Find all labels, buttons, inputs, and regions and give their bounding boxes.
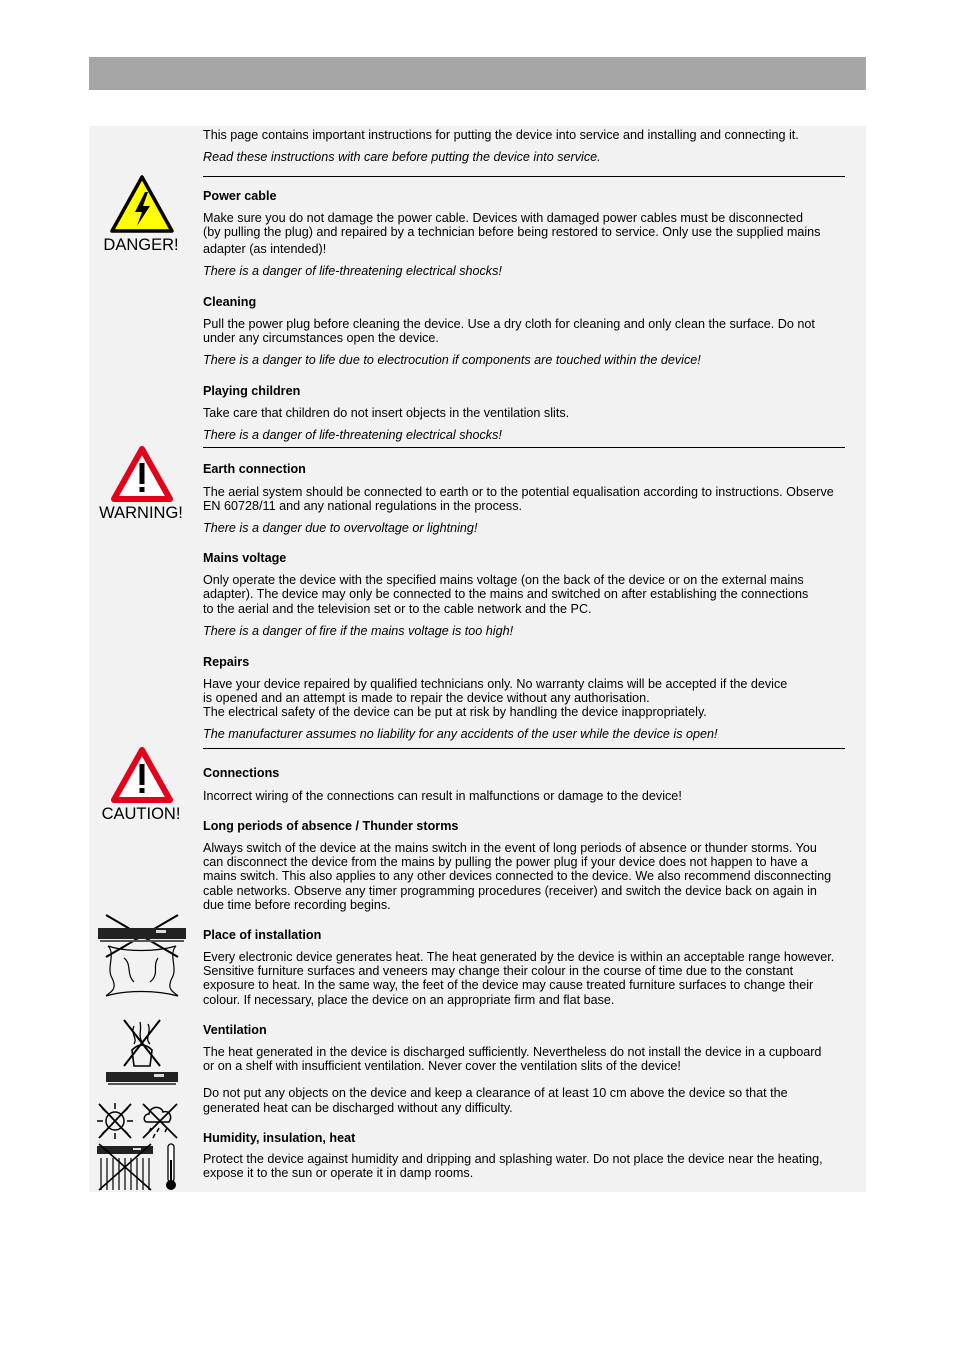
- caution-exclamation-icon: [111, 747, 173, 803]
- ventilation-text-1: The heat generated in the device is discharged sufficiently. Nevertheless do not install the device in a cupboard: [203, 1045, 822, 1059]
- earth-text-2: EN 60728/11 and any national regulations in the process.: [203, 499, 523, 513]
- mains-heading: Mains voltage: [203, 551, 287, 565]
- no-soft-surface-icon: [96, 912, 188, 998]
- crossed-rain-icon: [143, 1104, 177, 1138]
- absence-text-4: cable networks. Observe any timer programming procedures (receiver) and switch the device back on again in: [203, 884, 817, 898]
- power-cable-text-1: Make sure you do not damage the power cable. Devices with damaged power cables must be disconnected: [203, 211, 803, 225]
- humidity-text-1: Protect the device against humidity and dripping and splashing water. Do not place the device near the heating,: [203, 1152, 823, 1166]
- section-divider: [203, 748, 845, 749]
- connections-text: Incorrect wiring of the connections can result in malfunctions or damage to the device!: [203, 789, 682, 803]
- cleaning-heading: Cleaning: [203, 295, 257, 309]
- ventilation-text-4: generated heat can be discharged without any difficulty.: [203, 1101, 513, 1115]
- ventilation-text-2: or on a shelf with insufficient ventilation. Never cover the ventilation slits of the device!: [203, 1059, 681, 1073]
- mains-text-1: Only operate the device with the specified mains voltage (on the back of the device or on the external mains: [203, 573, 804, 587]
- cleaning-note: There is a danger to life due to electrocution if components are touched within the device!: [203, 353, 701, 367]
- ventilation-heading: Ventilation: [203, 1023, 267, 1037]
- earth-text-1: The aerial system should be connected to earth or to the potential equalisation according to instructions. Observe: [203, 485, 834, 499]
- repairs-text-2: is opened and an attempt is made to repair the device without any authorisation.: [203, 691, 650, 705]
- connections-heading: Connections: [203, 766, 280, 780]
- repairs-heading: Repairs: [203, 655, 250, 669]
- cleaning-text-2: under any circumstances open the device.: [203, 331, 439, 345]
- absence-text-1: Always switch of the device at the mains switch in the event of long periods of absence or thunder storms. You: [203, 841, 817, 855]
- repairs-text-1: Have your device repaired by qualified technicians only. No warranty claims will be accepted if the device: [203, 677, 788, 691]
- crossed-radiator-icon: [97, 1144, 153, 1190]
- warning-label: WARNING!: [99, 504, 183, 522]
- humidity-heading: Humidity, insulation, heat: [203, 1131, 356, 1145]
- high-voltage-warning-icon: [109, 174, 175, 234]
- danger-label: DANGER!: [103, 236, 179, 254]
- installation-text-1: Every electronic device generates heat. The heat generated by the device is within an acceptable range however.: [203, 950, 835, 964]
- installation-text-2: Sensitive furniture surfaces and veneers may change their colour in the course of time due to the constant: [203, 964, 794, 978]
- caution-label: CAUTION!: [101, 805, 181, 823]
- crossed-sun-icon: [97, 1103, 133, 1139]
- power-cable-text-2: (by pulling the plug) and repaired by a technician before being restored to service. Only use the supplied mains: [203, 225, 821, 239]
- power-cable-heading: Power cable: [203, 189, 277, 203]
- mains-note: There is a danger of fire if the mains voltage is too high!: [203, 624, 514, 638]
- installation-text-3: exposure to heat. In the same way, the feet of the device may cause treated furniture surfaces to change their: [203, 978, 814, 992]
- repairs-text-3: The electrical safety of the device can be put at risk by handling the device inappropriately.: [203, 705, 707, 719]
- section-divider: [203, 176, 845, 177]
- children-heading: Playing children: [203, 384, 301, 398]
- intro-text: This page contains important instructions for putting the device into service and installing and connecting it.: [203, 128, 799, 142]
- ventilation-text-3: Do not put any objects on the device and keep a clearance of at least 10 cm above the device so that the: [203, 1086, 788, 1100]
- warning-exclamation-icon: [111, 446, 173, 502]
- header-bar: [89, 57, 866, 90]
- children-note: There is a danger of life-threatening electrical shocks!: [203, 428, 502, 442]
- children-text: Take care that children do not insert objects in the ventilation slits.: [203, 406, 570, 420]
- humidity-text-2: expose it to the sun or operate it in damp rooms.: [203, 1166, 474, 1180]
- intro-note: Read these instructions with care before putting the device into service.: [203, 150, 601, 164]
- absence-text-2: can disconnect the device from the mains by pulling the power plug if your device does not happen to have a: [203, 855, 808, 869]
- mains-text-2: adapter). The device may only be connected to the mains and switched on after establishing the connections: [203, 587, 809, 601]
- absence-text-3: mains switch. This also applies to any other devices connected to the device. We also recommend disconnecting: [203, 869, 832, 883]
- earth-heading: Earth connection: [203, 462, 306, 476]
- thermometer-icon: [166, 1144, 176, 1190]
- no-sun-no-rain-no-heat-icon: [95, 1100, 185, 1192]
- installation-heading: Place of installation: [203, 928, 322, 942]
- section-divider: [203, 447, 845, 448]
- absence-text-5: due time before recording begins.: [203, 898, 391, 912]
- earth-note: There is a danger due to overvoltage or lightning!: [203, 521, 478, 535]
- installation-text-4: colour. If necessary, place the device on an appropriate firm and flat base.: [203, 993, 615, 1007]
- repairs-note: The manufacturer assumes no liability for any accidents of the user while the device is open!: [203, 727, 718, 741]
- absence-heading: Long periods of absence / Thunder storms: [203, 819, 459, 833]
- power-cable-text-3: adapter (as intended)!: [203, 242, 327, 256]
- power-cable-note: There is a danger of life-threatening electrical shocks!: [203, 264, 502, 278]
- no-objects-on-device-icon: [104, 1016, 180, 1092]
- cleaning-text-1: Pull the power plug before cleaning the device. Use a dry cloth for cleaning and only clean the surface. Do not: [203, 317, 815, 331]
- mains-text-3: to the aerial and the television set or to the cable network and the PC.: [203, 602, 592, 616]
